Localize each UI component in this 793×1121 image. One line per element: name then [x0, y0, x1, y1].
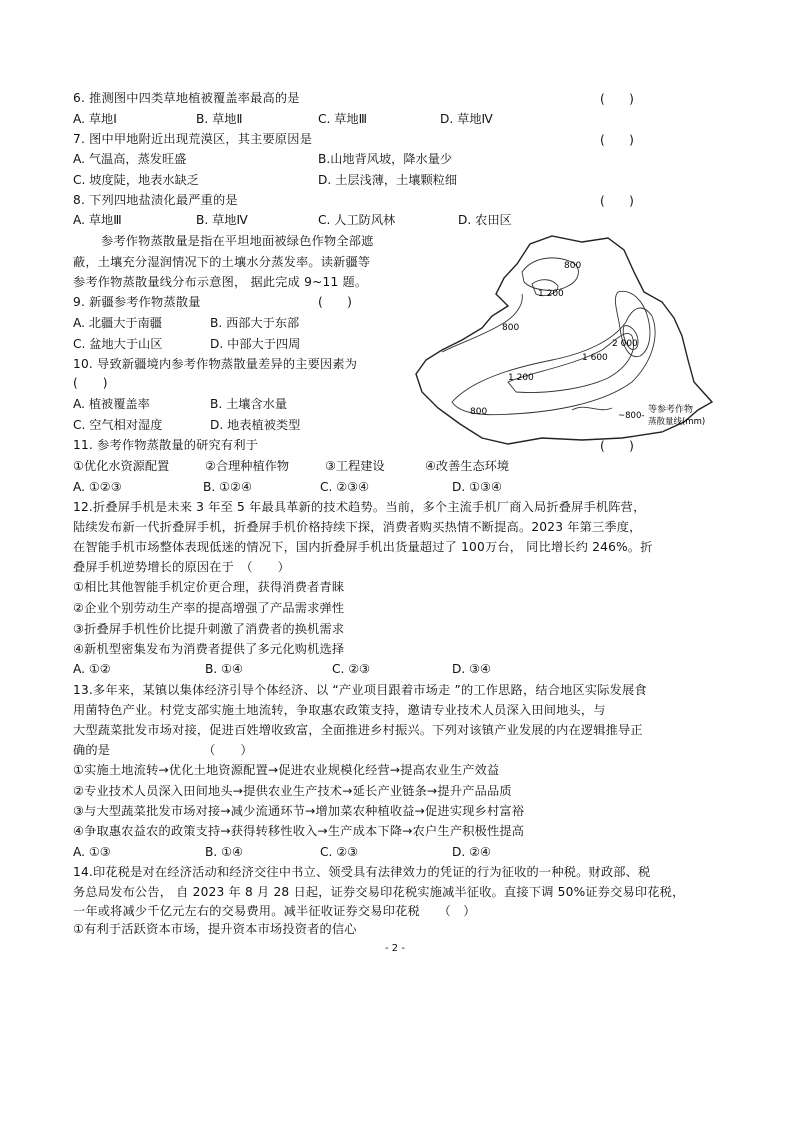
- q10-option-d: D. 地表植被类型: [210, 418, 301, 432]
- contour-label: 1 200: [538, 289, 564, 299]
- q10-option-b: B. 土壤含水量: [210, 397, 288, 411]
- q13-item-4: ④争取惠农益农的政策支持→获得转移性收入→生产成本下降→农户生产积极性提高: [73, 824, 525, 838]
- q9-option-d: D. 中部大于四周: [210, 337, 301, 351]
- q12-item-3: ③折叠屏手机性价比提升刺激了消费者的换机需求: [73, 622, 345, 636]
- q13-item-1: ①实施土地流转→优化土地资源配置→促进农业规模化经营→提高农业生产效益: [73, 763, 500, 777]
- q7-stem: 7. 图中甲地附近出现荒漠区，其主要原因是: [73, 132, 313, 146]
- xinjiang-evapotranspiration-map: [412, 232, 722, 447]
- q12-item-2: ②企业个别劳动生产率的提高增强了产品需求弹性: [73, 601, 345, 615]
- q13-line-3: 大型蔬菜批发市场对接，促进百姓增收致富，全面推进乡村振兴。下列对该镇产业发展的内在逻辑推导正: [73, 723, 643, 737]
- q14-line-3: 一年或将减少千亿元左右的交易费用。减半征收证券交易印花税 （ ）: [73, 904, 476, 918]
- q11-option-d: D. ①③④: [452, 480, 502, 494]
- q14-item-1: ①有利于活跃资本市场，提升资本市场投资者的信心: [73, 922, 357, 936]
- q12-line-2: 陆续发布新一代折叠屏手机，折叠屏手机价格持续下探，消费者购买热情不断提高。2023 年第三季度，: [73, 520, 642, 534]
- q9-option-c: C. 盆地大于山区: [73, 337, 163, 351]
- q9-option-b: B. 西部大于东部: [210, 316, 300, 330]
- q12-option-c: C. ②③: [332, 662, 371, 676]
- q7-option-c: C. 坡度陡，地表水缺乏: [73, 173, 199, 187]
- q13-item-3: ③与大型蔬菜批发市场对接→减少流通环节→增加菜农种植收益→促进实现乡村富裕: [73, 804, 525, 818]
- q13-item-2: ②专业技术人员深入田间地头→提供农业生产技术→延长产业链条→提升产品品质: [73, 784, 512, 798]
- q13-line-1: 13.多年来，某镇以集体经济引导个体经济、以 “产业项目跟着市场走 ”的工作思路，结合地区实际发展食: [73, 683, 647, 697]
- q10-stem: 10. 导致新疆境内参考作物蒸散量差异的主要因素为: [73, 357, 358, 371]
- q10-option-a: A. 植被覆盖率: [73, 397, 150, 411]
- intro-line-3: 参考作物蒸散量线分布示意图， 据此完成 9~11 题。: [73, 275, 368, 289]
- q11-item-2: ②合理种植作物: [205, 459, 290, 473]
- q7-option-b: B.山地背风坡，降水量少: [318, 152, 453, 166]
- q7-option-d: D. 土层浅薄，土壤颗粒细: [318, 173, 458, 187]
- contour-label: 2 000: [612, 339, 638, 349]
- q13-option-a: A. ①③: [73, 845, 111, 859]
- q11-item-4: ④改善生态环境: [425, 459, 510, 473]
- q11-stem: 11. 参考作物蒸散量的研究有利于: [73, 438, 259, 452]
- q8-option-a: A. 草地Ⅲ: [73, 213, 122, 227]
- contour-label: 800: [470, 407, 488, 417]
- q13-line-4: 确的是 （ ）: [73, 743, 253, 757]
- q6-option-d: D. 草地Ⅳ: [440, 112, 493, 126]
- q11-item-1: ①优化水资源配置: [73, 459, 170, 473]
- q8-stem: 8. 下列四地盐渍化最严重的是: [73, 193, 238, 207]
- q12-option-b: B. ①④: [205, 662, 243, 676]
- q9-answer-paren: ( ): [318, 295, 352, 309]
- q12-option-d: D. ③④: [452, 662, 491, 676]
- q13-option-d: D. ②④: [452, 845, 491, 859]
- q7-option-a: A. 气温高，蒸发旺盛: [73, 152, 187, 166]
- contour-label: 800: [502, 323, 520, 333]
- q13-option-b: B. ①④: [205, 845, 243, 859]
- q12-line-3: 在智能手机市场整体表现低迷的情况下，国内折叠屏手机出货量超过了 100万台， 同比增长约 246%。折: [73, 540, 653, 554]
- q11-option-c: C. ②③④: [320, 480, 370, 494]
- legend-curve: [572, 407, 612, 410]
- page-number: - 2 -: [385, 943, 405, 954]
- intro-line-2: 蔽，土壤充分湿润情况下的土壤水分蒸发率。读新疆等: [73, 255, 371, 269]
- q8-option-c: C. 人工防风林: [318, 213, 396, 227]
- q8-option-b: B. 草地Ⅳ: [196, 213, 248, 227]
- q13-option-c: C. ②③: [320, 845, 359, 859]
- q10-answer-paren: ( ): [73, 376, 108, 390]
- contour-label: 800: [564, 261, 582, 271]
- q7-answer-paren: ( ): [600, 133, 634, 147]
- intro-line-1: 参考作物蒸散量是指在平坦地面被绿色作物全部遮: [101, 234, 374, 248]
- legend-label-2: 蒸散量线(mm): [648, 417, 706, 427]
- legend-label-1: 等参考作物: [648, 405, 694, 415]
- q9-stem: 9. 新疆参考作物蒸散量: [73, 295, 201, 309]
- q14-line-1: 14.印花税是对在经济活动和经济交往中书立、领受具有法律效力的凭证的行为征收的一种税。财政部、税: [73, 865, 651, 879]
- q13-line-2: 用菌特色产业。村党支部实施土地流转，争取惠农政策支持，邀请专业技术人员深入田间地头，与: [73, 703, 606, 717]
- q14-line-2: 务总局发布公告， 自 2023 年 8 月 28 日起，证券交易印花税实施减半征收。直接下调 50%证券交易印花税，: [73, 885, 685, 899]
- q12-line-1: 12.折叠屏手机是未来 3 年至 5 年最具革新的技术趋势。当前，多个主流手机厂商入局折叠屏手机阵营，: [73, 500, 646, 514]
- q8-answer-paren: ( ): [600, 194, 634, 208]
- q11-option-a: A. ①②③: [73, 480, 122, 494]
- q6-option-c: C. 草地Ⅲ: [318, 112, 368, 126]
- q12-option-a: A. ①②: [73, 662, 111, 676]
- q6-stem: 6. 推测图中四类草地植被覆盖率最高的是: [73, 91, 300, 105]
- q12-line-4: 叠屏手机逆势增长的原因在于 （ ）: [73, 560, 290, 574]
- q9-option-a: A. 北疆大于南疆: [73, 316, 162, 330]
- q11-answer-paren: ( ): [600, 439, 634, 453]
- contour-label: 1 200: [508, 373, 534, 383]
- q11-item-3: ③工程建设: [325, 459, 385, 473]
- q6-answer-paren: ( ): [600, 92, 634, 106]
- contour-basin-outer: [452, 308, 655, 415]
- q12-item-4: ④新机型密集发布为消费者提供了多元化购机选择: [73, 642, 345, 656]
- q11-option-b: B. ①②④: [203, 480, 252, 494]
- contour-label: 1 600: [582, 353, 608, 363]
- q8-option-d: D. 农田区: [458, 213, 512, 227]
- q12-item-1: ①相比其他智能手机定价更合理，获得消费者青睐: [73, 580, 345, 594]
- legend-value: ~800-: [618, 411, 645, 421]
- q6-option-b: B. 草地Ⅱ: [196, 112, 243, 126]
- q10-option-c: C. 空气相对湿度: [73, 418, 163, 432]
- q6-option-a: A. 草地Ⅰ: [73, 112, 117, 126]
